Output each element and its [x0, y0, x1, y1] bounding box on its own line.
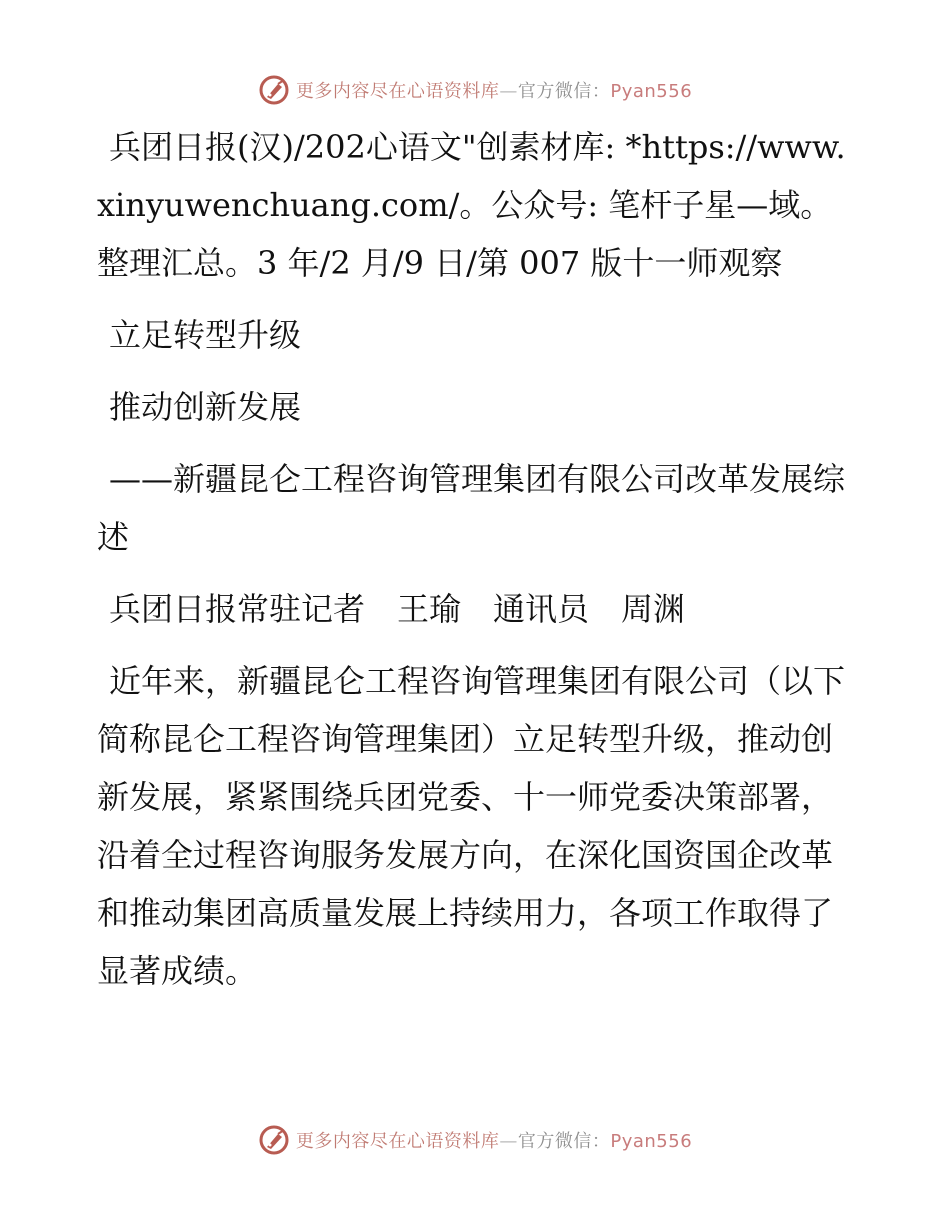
watermark-handle: Pyan556: [610, 1131, 693, 1152]
article-subtitle: ——新疆昆仑工程咨询管理集团有限公司改革发展综述: [97, 460, 846, 556]
article-body: [97, 118, 849, 1000]
body-paragraph: 近年来，新疆昆仑工程咨询管理集团有限公司（以下简称昆仑工程咨询管理集团）立足转型升级，推动创新发展，紧紧围绕兵团党委、十一师党委决策部署，沿着全过程咨询服务发展方向，在深化国资国企改革和推动集团高质量发展上持续用力，各项工作取得了显著成绩。: [97, 662, 846, 990]
watermark-text: [296, 1127, 692, 1153]
watermark-text: [296, 77, 692, 103]
watermark-official: 官方微信：: [517, 81, 611, 102]
watermark-dash: —: [499, 81, 518, 102]
pen-nib-logo-icon: [258, 74, 290, 106]
footer-watermark: [0, 1122, 950, 1158]
watermark-handle: Pyan556: [610, 81, 693, 102]
watermark-title: 更多内容尽在心语资料库: [295, 81, 500, 102]
headline-1: 立足转型升级: [109, 316, 302, 354]
watermark-official: 官方微信：: [517, 1131, 611, 1152]
pen-nib-logo-icon: [258, 1124, 290, 1156]
source-line: 兵团日报(汉)/202心语文"创素材库: *https://www.xinyuwenchuang.com/。公众号: 笔杆子星—域。整理汇总。3 年/2 月/9 日/第 007 版十一师观察: [97, 128, 846, 282]
watermark-title: 更多内容尽在心语资料库: [295, 1131, 500, 1152]
byline: 兵团日报常驻记者 王瑜 通讯员 周渊: [109, 590, 686, 628]
watermark-dash: —: [499, 1131, 518, 1152]
headline-2: 推动创新发展: [109, 388, 302, 426]
header-watermark: [0, 72, 950, 108]
